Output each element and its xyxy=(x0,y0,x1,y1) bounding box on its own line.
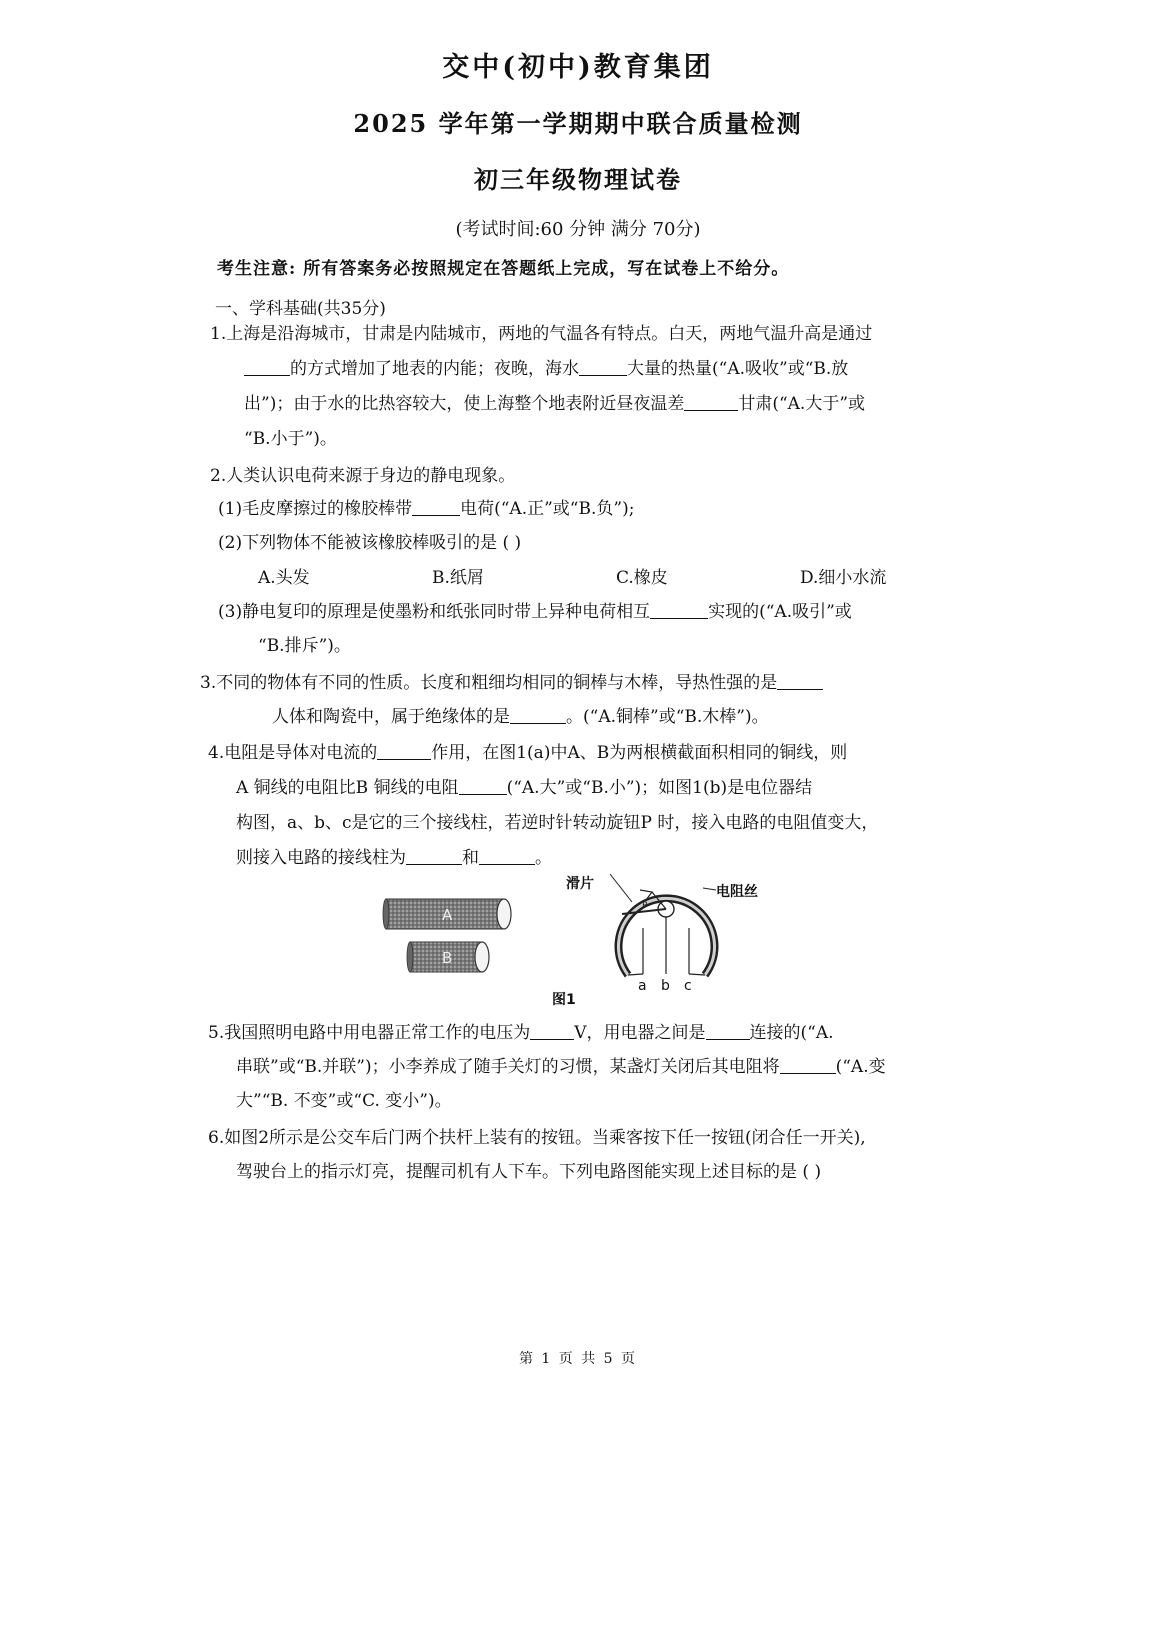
q2-part3-cont: “B.排斥”)。 xyxy=(258,636,351,656)
q5-line3: 大”“B. 不变”或“C. 变小”)。 xyxy=(236,1091,452,1111)
answer-blank xyxy=(412,498,460,516)
slider-label: 滑片 xyxy=(566,876,594,892)
q2-option-b: B.纸屑 xyxy=(432,568,484,588)
answer-blank xyxy=(377,742,431,760)
exam-school-title: 交中(初中)教育集团 xyxy=(442,52,714,83)
copper-wire-b xyxy=(407,942,489,972)
terminal-b-label: b xyxy=(661,978,670,994)
answer-blank xyxy=(684,393,738,411)
copper-wire-a xyxy=(383,899,511,929)
q2-part2: (2)下列物体不能被该橡胶棒吸引的是 ( ) xyxy=(218,533,522,553)
terminal-a-label: a xyxy=(638,978,647,994)
q2-option-a: A.头发 xyxy=(258,568,310,588)
q1-line2: 的方式增加了地表的内能；夜晚，海水 大量的热量(“A.吸收”或“B.放 xyxy=(244,354,848,379)
q5-line2: 串联”或“B.并联”)；小李养成了随手关灯的习惯，某盏灯关闭后其电阻将 (“A.变 xyxy=(236,1057,886,1077)
answer-blank xyxy=(459,777,507,795)
answer-blank xyxy=(706,1022,750,1040)
answer-blank xyxy=(579,358,627,376)
q1-line3: 出”)；由于水的比热容较大，使上海整个地表附近昼夜温差 甘肃(“A.大于”或 xyxy=(244,394,866,414)
page-number: 第 1 页 共 5 页 xyxy=(518,1351,638,1367)
exam-time-info: (考试时间:60 分钟 满分 70分) xyxy=(455,219,701,240)
exam-session-title: 2025 学年第一学期期中联合质量检测 xyxy=(353,109,803,138)
answer-blank xyxy=(777,672,823,690)
q3-line2: 人体和陶瓷中，属于绝缘体的是 。(“A.铜棒”或“B.木棒”)。 xyxy=(272,707,769,727)
q2-part3: (3)静电复印的原理是使墨粉和纸张同时带上异种电荷相互 实现的(“A.吸引”或 xyxy=(218,602,852,622)
q4-line3: 构图，a、b、c是它的三个接线柱，若逆时针转动旋钮P 时，接入电路的电阻值变大， xyxy=(236,813,879,833)
q3-line1: 3.不同的物体有不同的性质。长度和粗细均相同的铜棒与木棒，导热性强的是 xyxy=(200,668,823,693)
q2-option-c: C.橡皮 xyxy=(616,568,668,588)
q5-line1: 5.我国照明电路中用电器正常工作的电压为 V，用电器之间是 连接的(“A. xyxy=(208,1023,834,1043)
candidate-notice: 考生注意: 所有答案务必按照规定在答题纸上完成，写在试卷上不给分。 xyxy=(217,259,790,279)
q1-line4: “B.小于”)。 xyxy=(244,429,337,449)
answer-blank xyxy=(530,1022,574,1040)
answer-blank xyxy=(780,1056,836,1074)
figure-1-caption: 图1 xyxy=(552,992,576,1008)
resistance-wire-label: 电阻丝 xyxy=(716,884,758,900)
q2-part1: (1)毛皮摩擦过的橡胶棒带 电荷(“A.正”或“B.负”); xyxy=(218,499,635,519)
wire-b-label: B xyxy=(442,949,453,967)
answer-blank xyxy=(650,601,708,619)
q4-line1: 4.电阻是导体对电流的 作用，在图1(a)中A、B为两根横截面积相同的铜线，则 xyxy=(208,743,848,763)
figure-1 xyxy=(370,862,758,1012)
answer-blank xyxy=(244,358,290,376)
q6-line1: 6.如图2所示是公交车后门两个扶杆上装有的按钮。当乘客按下任一按钮(闭合任一开关), xyxy=(208,1128,866,1148)
potentiometer xyxy=(566,874,758,994)
q4-line4: 则接入电路的接线柱为 和 。 xyxy=(236,848,552,868)
q1-line1: 1.上海是沿海城市，甘肃是内陆城市，两地的气温各有特点。白天，两地气温升高是通过 xyxy=(210,324,873,344)
q2-option-d: D.细小水流 xyxy=(800,568,887,588)
q4-line2: A 铜线的电阻比B 铜线的电阻 (“A.大”或“B.小”)；如图1(b)是电位器结 xyxy=(236,778,813,798)
terminal-c-label: c xyxy=(684,978,692,994)
section-title: 一、学科基础(共35分) xyxy=(215,299,386,319)
q2-line1: 2.人类认识电荷来源于身边的静电现象。 xyxy=(210,466,516,486)
q6-line2: 驾驶台上的指示灯亮，提醒司机有人下车。下列电路图能实现上述目标的是 ( ) xyxy=(236,1162,822,1182)
wire-a-label: A xyxy=(442,906,453,924)
answer-blank xyxy=(510,706,566,724)
knob-label: P xyxy=(642,901,648,911)
exam-subject-title: 初三年级物理试卷 xyxy=(474,165,682,194)
